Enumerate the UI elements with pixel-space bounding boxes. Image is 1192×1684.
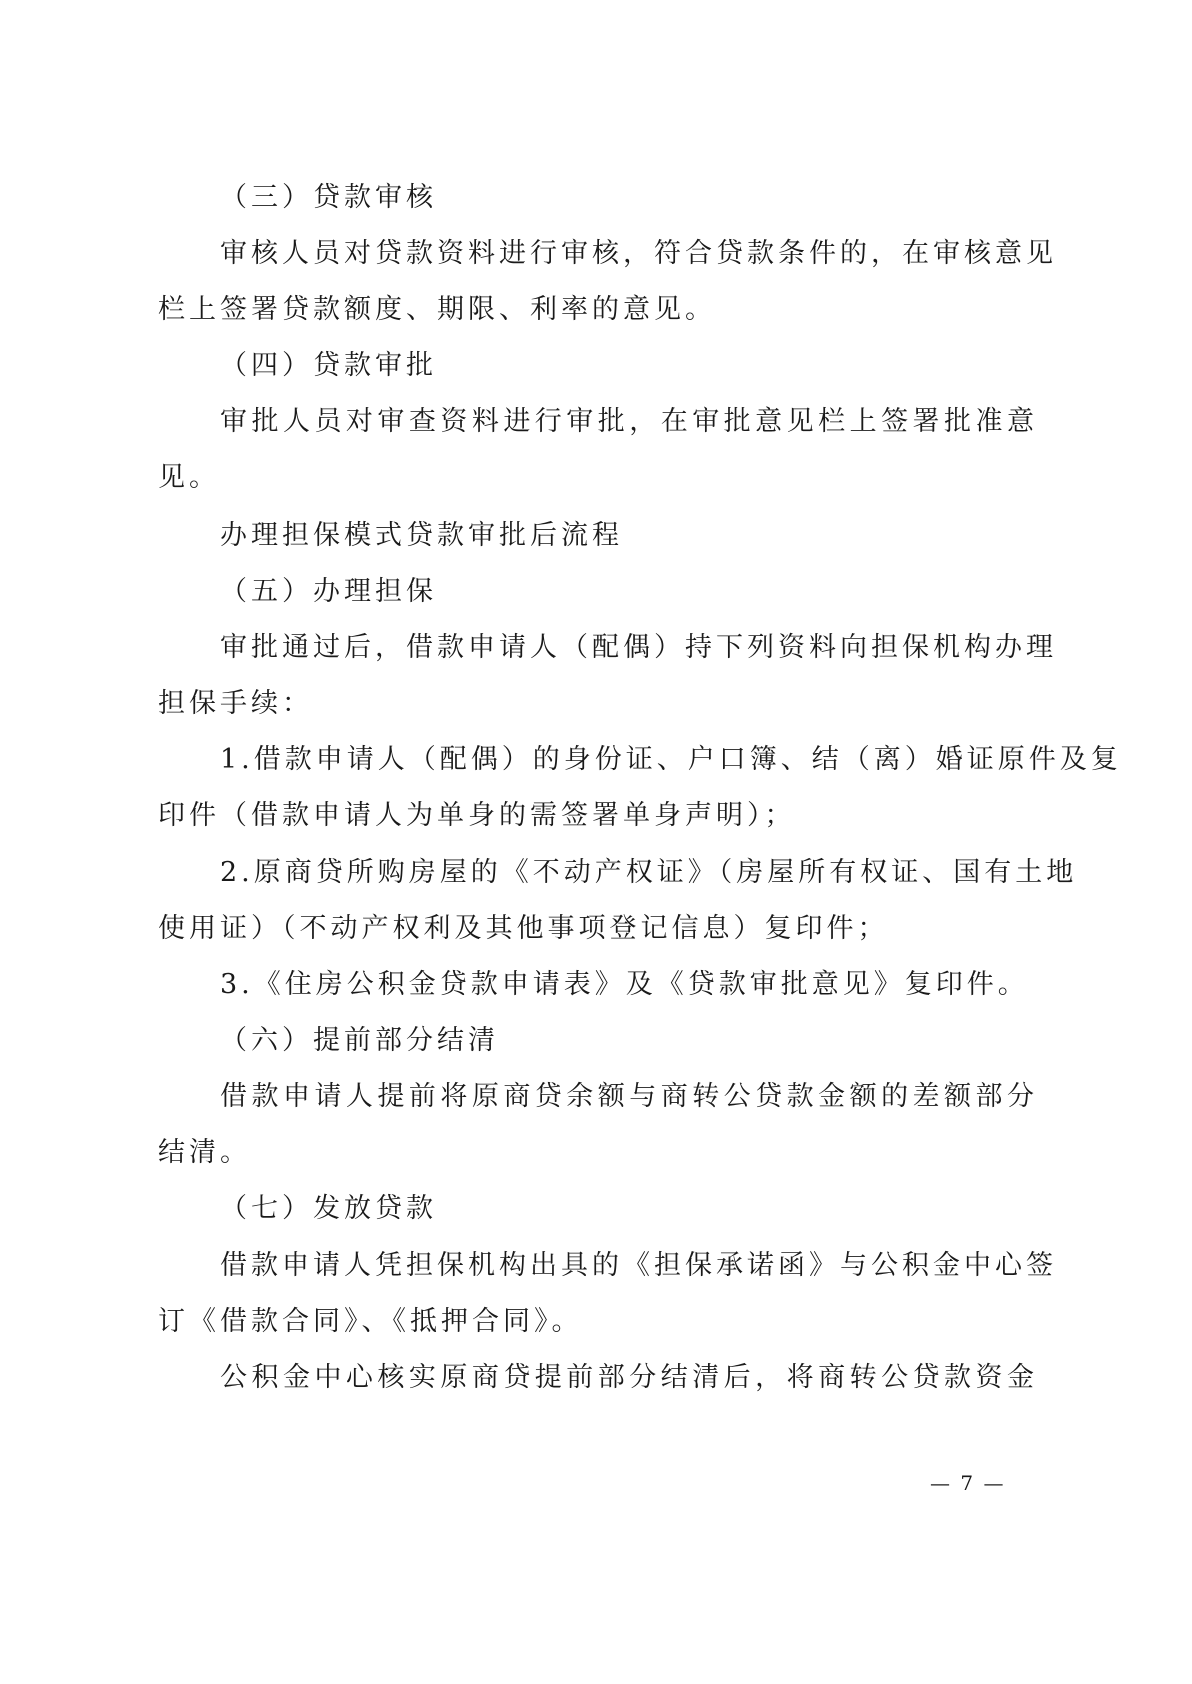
list-item-line: 3.《住房公积金贷款申请表》及《贷款审批意见》复印件。 [220,969,1029,1000]
list-item-line: 1.借款申请人（配偶）的身份证、户口簿、结（离）婚证原件及复 [220,744,1122,775]
list-item-line: 印件（借款申请人为单身的需签署单身声明）； [158,800,796,831]
paragraph-line: 栏上签署贷款额度、期限、利率的意见。 [158,294,716,325]
paragraph-line: 审批通过后，借款申请人（配偶）持下列资料向担保机构办理 [220,632,1057,663]
paragraph-line: 借款申请人提前将原商贷余额与商转公贷款金额的差额部分 [220,1081,1038,1112]
list-item-line: 使用证）（不动产权利及其他事项登记信息）复印件； [158,913,889,944]
paragraph-line: 订《借款合同》、《抵押合同》。 [158,1306,583,1337]
section-heading-loan-review: （三）贷款审核 [220,182,437,213]
section-heading-loan-disbursement: （七）发放贷款 [220,1193,437,1224]
paragraph-line: 结清。 [158,1137,251,1168]
page-number: — 7 — [930,1471,1006,1495]
paragraph-line: 见。 [158,462,220,493]
subheading-guarantee-process: 办理担保模式贷款审批后流程 [220,520,623,551]
paragraph-line: 审核人员对贷款资料进行审核，符合贷款条件的，在审核意见 [220,238,1057,269]
section-heading-loan-approval: （四）贷款审批 [220,350,437,381]
section-heading-early-settlement: （六）提前部分结清 [220,1025,499,1056]
list-item-line: 2.原商贷所购房屋的《不动产权证》（房屋所有权证、国有土地 [220,857,1078,888]
section-heading-guarantee: （五）办理担保 [220,576,437,607]
paragraph-line: 担保手续： [158,688,313,719]
paragraph-line: 审批人员对审查资料进行审批，在审批意见栏上签署批准意 [220,406,1038,437]
paragraph-line: 公积金中心核实原商贷提前部分结清后，将商转公贷款资金 [220,1362,1038,1393]
paragraph-line: 借款申请人凭担保机构出具的《担保承诺函》与公积金中心签 [220,1250,1057,1281]
